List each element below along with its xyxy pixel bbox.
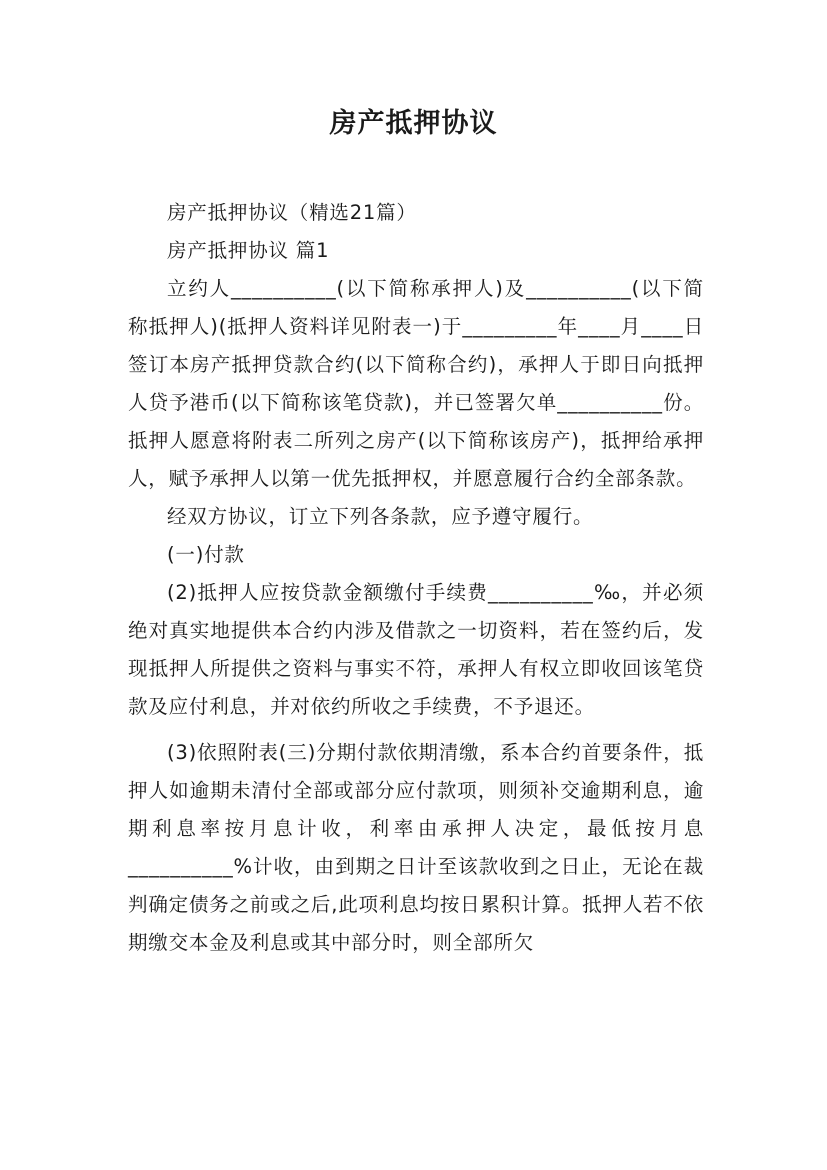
paragraph-agreement: 经双方协议，订立下列各条款，应予遵守履行。 (167, 505, 594, 528)
paragraph-subtitle: 房产抵押协议（精选21篇） (167, 201, 417, 224)
document-body (128, 194, 704, 962)
paragraph-section-heading: 房产抵押协议 篇1 (167, 239, 330, 262)
paragraph-clause-3: (3)依照附表(三)分期付款依期清缴，系本合约首要条件，抵押人如逾期未清付全部或部分应付款项，则须补交逾期利息，逾期利息率按月息计收，利率由承押人决定，最低按月息__________%计收，由到期之日计至该款收到之日止，无论在裁判确定债务之前或之后,此项利息均按日累积计算。抵押人若不依期缴交本金及利息或其中部分时，则全部所欠 (128, 741, 704, 954)
paragraph-preamble: 立约人__________(以下简称承押人)及__________(以下简称抵押人)(抵押人资料详见附表一)于_________年____月____日签订本房产抵押贷款合约(以下简称合约)，承押人于即日向抵押人贷予港币(以下简称该笔贷款)，并已签署欠单__________份。抵押人愿意将附表二所列之房产(以下简称该房产)，抵押给承押人，赋予承押人以第一优先抵押权，并愿意履行合约全部条款。 (128, 277, 704, 490)
paragraph-clause-2: (2)抵押人应按贷款金额缴付手续费__________‰，并必须绝对真实地提供本合约内涉及借款之一切资料，若在签约后，发现抵押人所提供之资料与事实不符，承押人有权立即收回该笔贷款及应付利息，并对依约所收之手续费，不予退还。 (128, 581, 704, 718)
document-title: 房产抵押协议 (329, 108, 498, 139)
paragraph-payment-heading: (一)付款 (167, 543, 245, 566)
